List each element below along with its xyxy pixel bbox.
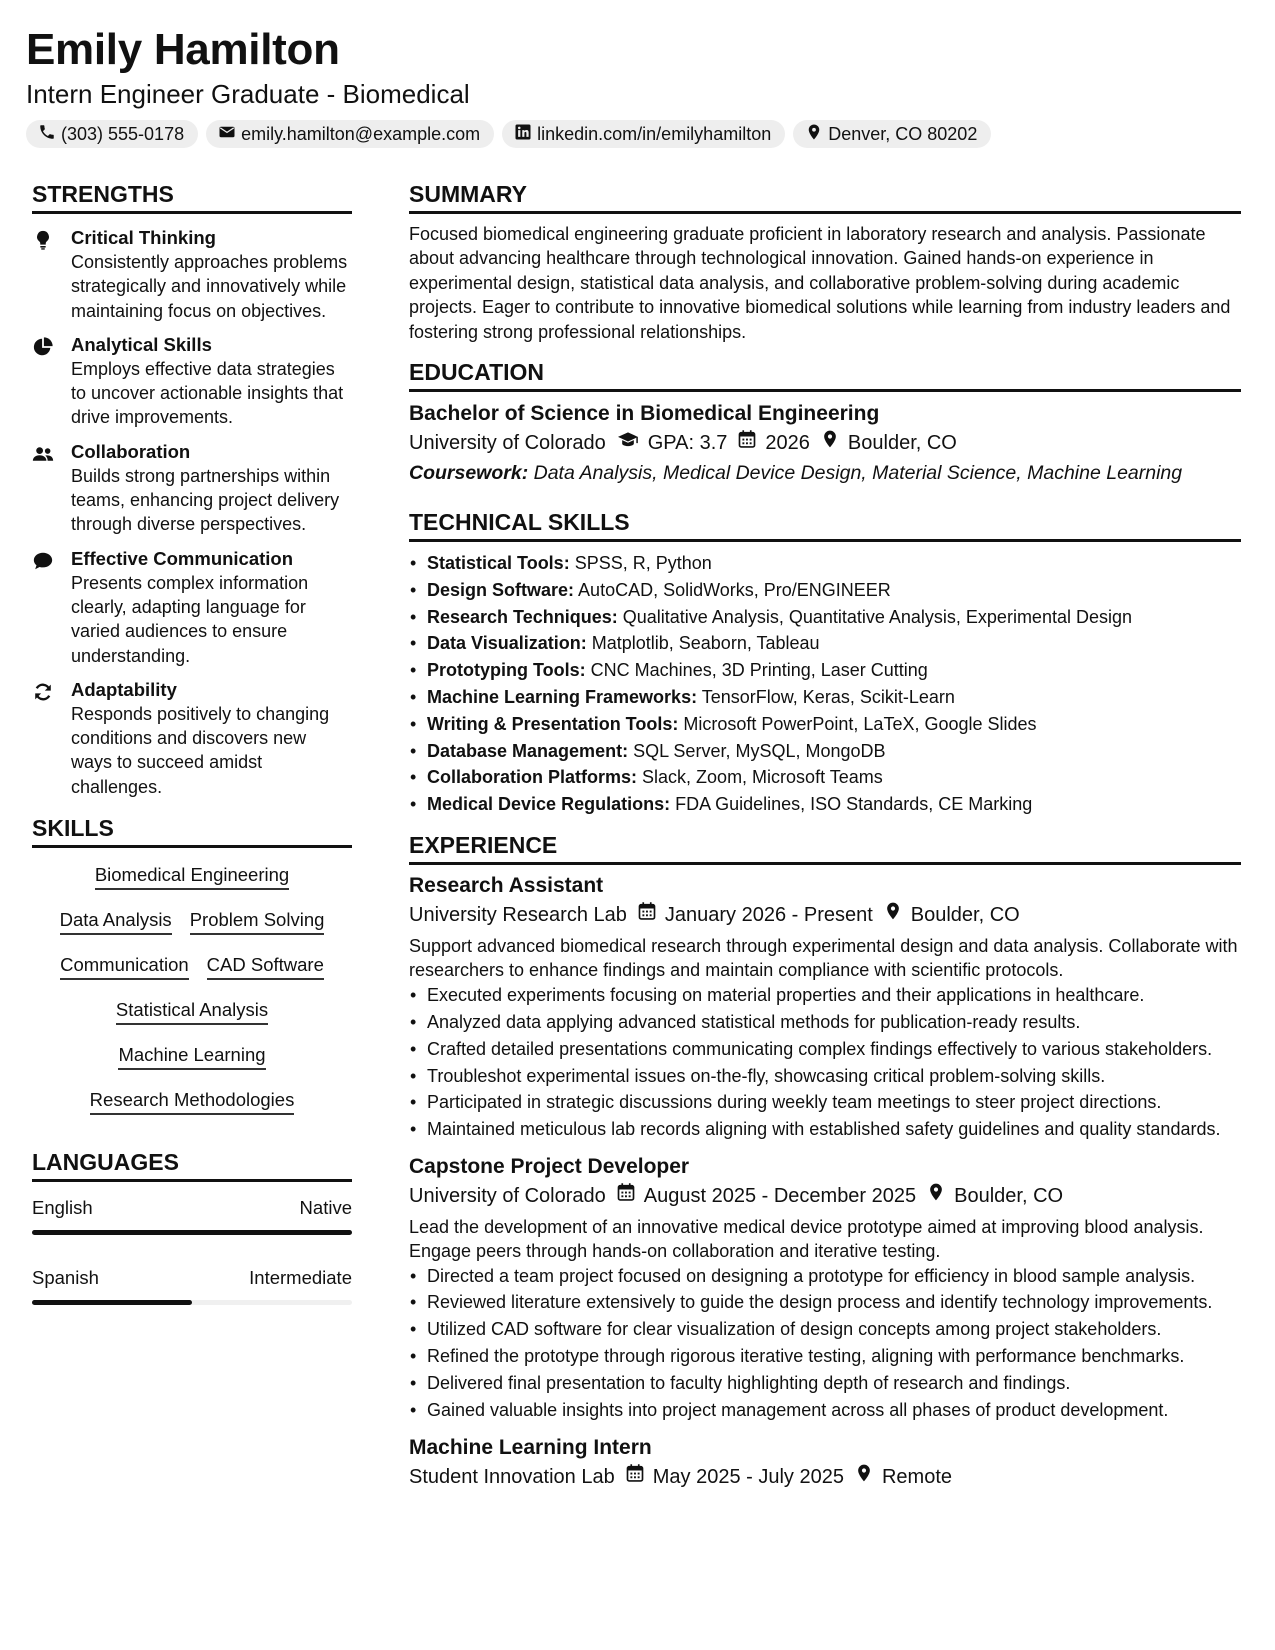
- tech-skill-value: Microsoft PowerPoint, LaTeX, Google Slides: [683, 713, 1037, 734]
- tech-skill-item: [409, 711, 1241, 738]
- job-bullet: • Delivered final presentation to faculty highlighting depth of research and findings.: [409, 1371, 1241, 1395]
- contact-phone[interactable]: [26, 120, 198, 148]
- skills-section: [32, 812, 352, 1132]
- job-meta: [409, 1181, 1241, 1211]
- pie-chart-icon: [32, 333, 71, 430]
- job-title: Research Assistant: [409, 874, 604, 897]
- language-bar-fill: [32, 1230, 352, 1235]
- right-column: [409, 178, 1241, 1492]
- job-dates: January 2026 - Present: [664, 904, 873, 926]
- school: University of Colorado: [409, 432, 606, 455]
- speech-bubble-icon: [32, 547, 71, 668]
- lightbulb-icon: [32, 226, 71, 323]
- tech-skill-label: Medical Device Regulations:: [427, 794, 671, 815]
- job-bullet: • Reviewed literature extensively to guide the design process and identify technology improvements.: [409, 1290, 1241, 1314]
- linkedin-icon: [514, 123, 532, 146]
- contact-phone-text: (303) 555-0178: [61, 123, 185, 144]
- tech-skill-label: Machine Learning Frameworks:: [427, 687, 698, 708]
- left-column: [32, 178, 352, 1335]
- tech-skill-label: Collaboration Platforms:: [427, 767, 638, 788]
- job-bullet: • Refined the prototype through rigorous iterative testing, aligning with performance benchmarks.: [409, 1344, 1241, 1368]
- job-location: Boulder, CO: [910, 904, 1020, 926]
- tech-skill-label: Writing & Presentation Tools:: [427, 713, 679, 734]
- tech-skill-item: [409, 738, 1241, 765]
- tech-skill-value: CNC Machines, 3D Printing, Laser Cutting: [590, 660, 928, 681]
- map-pin-icon: [810, 428, 848, 458]
- education-section: [409, 356, 1241, 488]
- strength-desc: Responds positively to changing conditions and discovers new ways to succeed amidst challenges.: [71, 703, 330, 797]
- job-dates: May 2025 - July 2025: [652, 1465, 844, 1488]
- job-entry: [409, 1153, 1241, 1423]
- job-location: Remote: [881, 1465, 952, 1488]
- job-org: University Research Lab: [409, 904, 627, 926]
- job-meta: [409, 1462, 1241, 1492]
- users-icon: [32, 440, 71, 537]
- tech-skill-item: [409, 604, 1241, 631]
- skill-tag: Communication: [60, 952, 189, 980]
- tech-skill-item: [409, 577, 1241, 604]
- summary-heading: SUMMARY: [409, 178, 1241, 214]
- tech-skill-label: Research Techniques:: [427, 606, 618, 627]
- languages-section: [32, 1146, 352, 1305]
- calendar-icon: [627, 900, 665, 930]
- strength-item: [32, 333, 352, 430]
- job-org: Student Innovation Lab: [409, 1465, 615, 1488]
- map-pin-icon: [916, 1181, 954, 1211]
- envelope-icon: [218, 123, 236, 146]
- map-pin-icon: [844, 1462, 882, 1492]
- coursework-label: Coursework:: [409, 462, 529, 485]
- tech-skill-label: Database Management:: [427, 740, 629, 761]
- tech-skill-value: Matplotlib, Seaborn, Tableau: [591, 633, 820, 654]
- language-item: [32, 1265, 352, 1305]
- tech-skill-label: Prototyping Tools:: [427, 660, 586, 681]
- language-bar-fill: [32, 1300, 192, 1305]
- coursework: [409, 458, 1241, 488]
- contact-location-text: Denver, CO 80202: [828, 123, 978, 144]
- phone-icon: [38, 123, 56, 146]
- language-level: Intermediate: [249, 1267, 352, 1289]
- tech-skill-item: [409, 764, 1241, 791]
- job-location: Boulder, CO: [954, 1184, 1064, 1207]
- strengths-heading: STRENGTHS: [32, 178, 352, 214]
- tech-skill-item: [409, 550, 1241, 577]
- school-location: Boulder, CO: [847, 432, 957, 455]
- job-bullet: • Gained valuable insights into project management across all phases of product development.: [409, 1398, 1241, 1422]
- language-bar: [32, 1300, 352, 1305]
- strength-title: Collaboration: [71, 440, 191, 462]
- tech-skill-value: SPSS, R, Python: [574, 553, 712, 574]
- map-pin-icon: [805, 123, 823, 146]
- skill-tag: Problem Solving: [190, 907, 325, 935]
- education-meta: [409, 428, 1241, 458]
- job-entry: [409, 1434, 1241, 1492]
- tech-skill-label: Design Software:: [427, 579, 575, 600]
- tech-skill-item: [409, 657, 1241, 684]
- strength-item: [32, 226, 352, 323]
- job-title: Capstone Project Developer: [409, 1154, 690, 1178]
- skill-tag: Statistical Analysis: [116, 997, 268, 1025]
- tech-skill-label: Data Visualization:: [427, 633, 587, 654]
- skill-tag: Machine Learning: [118, 1042, 265, 1070]
- job-org: University of Colorado: [409, 1184, 606, 1207]
- degree: Bachelor of Science in Biomedical Engineering: [409, 402, 880, 426]
- skill-tag: Data Analysis: [60, 907, 172, 935]
- technical-skills-heading: TECHNICAL SKILLS: [409, 506, 1241, 542]
- job-bullet: • Troubleshot experimental issues on-the-fly, showcasing critical problem-solving skills.: [409, 1064, 1241, 1088]
- strengths-section: [32, 178, 352, 799]
- language-name: English: [32, 1197, 93, 1219]
- job-dates: August 2025 - December 2025: [643, 1184, 917, 1207]
- language-item: [32, 1195, 352, 1235]
- experience-heading: EXPERIENCE: [409, 829, 1241, 865]
- strength-title: Critical Thinking: [71, 227, 216, 248]
- contact-bar: [26, 120, 1256, 148]
- job-meta: [409, 900, 1241, 930]
- job-bullet: • Participated in strategic discussions during weekly team meetings to steer project directions.: [409, 1090, 1241, 1114]
- summary-text: Focused biomedical engineering graduate proficient in laboratory research and analysis. Passionate about advancing healthcare through technological innovation. Gained hands-on experience in experimental design, statistical data analysis, and collaborative problem-solving during academic projects. Eager to contribute to innovative biomedical solutions while learning from industry leaders and fostering strong professional relationships.: [409, 224, 1231, 342]
- calendar-icon: [606, 1181, 644, 1211]
- job-bullet: • Crafted detailed presentations communicating complex findings effectively to various stakeholders.: [409, 1037, 1241, 1061]
- contact-location: [793, 120, 991, 148]
- experience-section: [409, 829, 1241, 1492]
- summary-section: [409, 178, 1241, 344]
- map-pin-icon: [873, 900, 911, 930]
- tech-skill-value: FDA Guidelines, ISO Standards, CE Marking: [675, 794, 1033, 815]
- job-bullet: • Directed a team project focused on designing a prototype for efficiency in blood sample analysis.: [409, 1264, 1241, 1288]
- tech-skill-item: [409, 630, 1241, 657]
- skill-tag: Biomedical Engineering: [95, 862, 289, 890]
- strength-desc: Consistently approaches problems strategically and innovatively while maintaining focus on objectives.: [71, 252, 348, 321]
- calendar-icon: [727, 428, 765, 458]
- strength-item: [32, 678, 352, 799]
- contact-linkedin[interactable]: [502, 120, 785, 148]
- job-entry: [409, 872, 1241, 1142]
- strength-desc: Employs effective data strategies to uncover actionable insights that drive improvements.: [71, 358, 344, 428]
- calendar-icon: [615, 1462, 653, 1492]
- skill-tag: CAD Software: [207, 952, 324, 980]
- tech-skill-value: Slack, Zoom, Microsoft Teams: [642, 767, 883, 788]
- languages-heading: LANGUAGES: [32, 1146, 352, 1182]
- tech-skill-value: Qualitative Analysis, Quantitative Analysis, Experimental Design: [622, 606, 1132, 627]
- tech-skill-value: TensorFlow, Keras, Scikit-Learn: [701, 687, 955, 708]
- job-description: Support advanced biomedical research through experimental design and data analysis. Collaborate with researchers to enhance findings and maintain compliance with scientific protocols.: [409, 936, 1238, 981]
- contact-email-text: emily.hamilton@example.com: [241, 123, 481, 144]
- skills-heading: SKILLS: [32, 812, 352, 848]
- contact-email[interactable]: [206, 120, 494, 148]
- skill-tag: Research Methodologies: [90, 1087, 295, 1115]
- job-bullet: • Utilized CAD software for clear visualization of design concepts among project stakeholders.: [409, 1317, 1241, 1341]
- job-bullet: • Analyzed data applying advanced statistical methods for publication-ready results.: [409, 1010, 1241, 1034]
- job-bullet: • Maintained meticulous lab records aligning with established safety guidelines and quality standards.: [409, 1117, 1241, 1141]
- strength-item: [32, 547, 352, 668]
- job-description: Lead the development of an innovative medical device prototype aimed at improving blood analysis. Engage peers through hands-on collaboration and iterative testing.: [409, 1216, 1204, 1262]
- refresh-icon: [32, 678, 71, 799]
- job-title: Machine Learning Intern: [409, 1435, 652, 1459]
- tech-skill-item: [409, 791, 1241, 818]
- tech-skill-label: Statistical Tools:: [427, 553, 570, 574]
- language-bar: [32, 1230, 352, 1235]
- candidate-name: Emily Hamilton: [26, 25, 340, 74]
- technical-skills-section: [409, 506, 1241, 818]
- contact-linkedin-text: linkedin.com/in/emilyhamilton: [537, 123, 772, 144]
- education-heading: EDUCATION: [409, 356, 1241, 392]
- tech-skill-value: SQL Server, MySQL, MongoDB: [633, 740, 886, 761]
- tech-skill-item: [409, 684, 1241, 711]
- strength-desc: Presents complex information clearly, adapting language for varied audiences to ensure understanding.: [71, 572, 309, 666]
- language-level: Native: [299, 1197, 352, 1219]
- job-bullet: • Executed experiments focusing on material properties and their applications in healthcare.: [409, 983, 1241, 1007]
- candidate-title: Intern Engineer Graduate - Biomedical: [26, 79, 470, 109]
- strength-title: Analytical Skills: [71, 333, 212, 355]
- strength-title: Effective Communication: [71, 547, 294, 569]
- gpa: GPA: 3.7: [647, 432, 728, 455]
- strength-desc: Builds strong partnerships within teams, enhancing project delivery through diverse perspectives.: [71, 465, 340, 535]
- graduation-cap-icon: [606, 428, 648, 458]
- strength-title: Adaptability: [71, 678, 177, 700]
- tech-skill-value: AutoCAD, SolidWorks, Pro/ENGINEER: [578, 579, 891, 600]
- language-name: Spanish: [32, 1267, 99, 1289]
- strength-item: [32, 440, 352, 537]
- resume-header: [26, 22, 1256, 148]
- graduation-year: 2026: [765, 432, 810, 455]
- coursework-list: Data Analysis, Medical Device Design, Material Science, Machine Learning: [533, 462, 1183, 485]
